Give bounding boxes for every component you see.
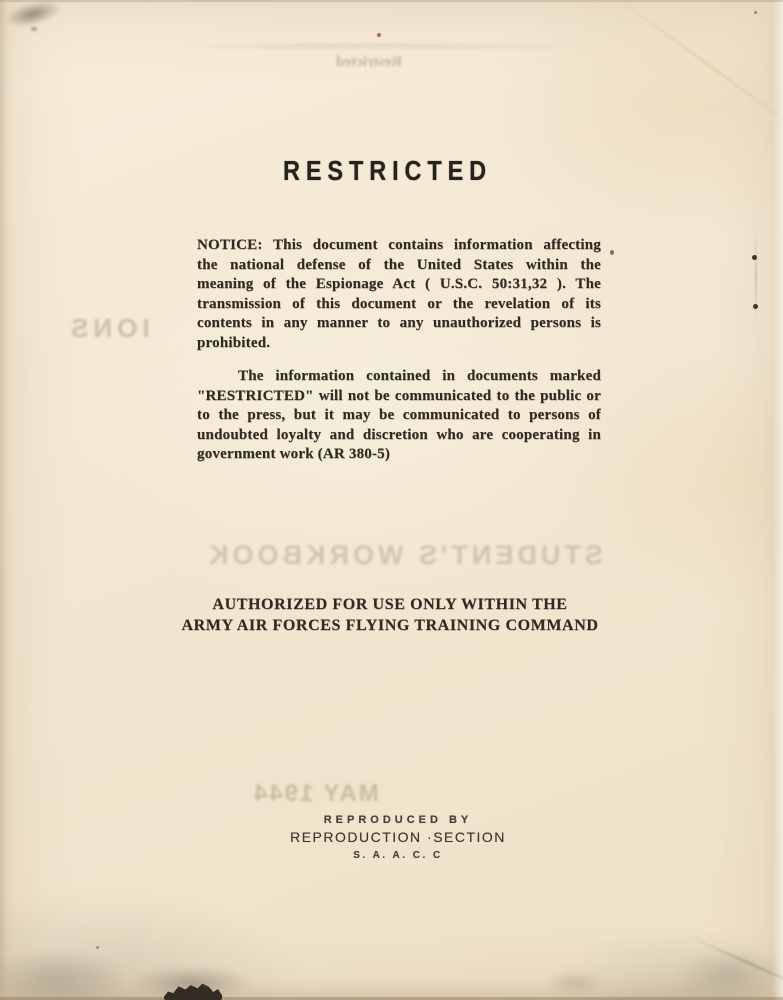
ink-speck — [610, 250, 614, 255]
notice-line: transmission of this document or the revelation of its — [197, 295, 601, 312]
ink-speck — [377, 33, 381, 37]
smudge-bottom-right — [675, 948, 783, 1000]
reproduction-section-line: REPRODUCTION ·SECTION — [290, 829, 506, 845]
notice-line: undoubted loyalty and discretion who are cooperating in — [197, 426, 601, 443]
notice-line: prohibited. — [197, 334, 271, 351]
authorization-note — [180, 594, 600, 636]
bleed-through-restricted: Restricted — [336, 54, 402, 70]
ink-speck — [31, 27, 37, 31]
notice-line: the national defense of the United States within the — [197, 256, 601, 273]
notice-line: The information contained in documents marked — [238, 368, 601, 384]
notice-line: meaning of the Espionage Act ( U.S.C. 50:31,32 ). The — [197, 276, 601, 293]
authorization-line: AUTHORIZED FOR USE ONLY WITHIN THE — [212, 596, 568, 613]
crease-top-right — [599, 0, 783, 146]
ink-speck — [96, 946, 99, 949]
reproduced-by-line: REPRODUCED BY — [323, 814, 473, 826]
crease-top-band — [180, 44, 610, 48]
restricted-stamp: RESTRICTED — [282, 155, 493, 186]
bleed-through-title-fragment: IONS — [66, 313, 150, 343]
paper-edge-top — [0, 0, 783, 2]
bleed-through-date: MAY 1944 — [252, 780, 379, 807]
notice-line: "RESTRICTED" will not be communicated to the public or — [197, 387, 601, 404]
notice-line: contents in any manner to any unauthorized persons is — [197, 315, 601, 332]
notice-line: government work (AR 380-5) — [197, 446, 391, 463]
ink-speck — [752, 255, 757, 260]
smudge-bottom-center — [545, 970, 605, 995]
smudge-bottom-left — [0, 950, 130, 1000]
authorization-line: ARMY AIR FORCES FLYING TRAINING COMMAND — [181, 617, 599, 634]
security-notice-paragraph-1 — [197, 236, 601, 354]
security-notice-paragraph-2 — [197, 367, 601, 465]
ink-speck — [753, 304, 758, 309]
saacc-line: S. A. A. C. C — [353, 850, 443, 861]
bleed-through-workbook: STUDENT'S WORKBOOK — [205, 540, 603, 570]
notice-line: NOTICE: This document contains information affecting — [197, 237, 601, 253]
notice-line: to the press, but it may be communicated to persons of — [197, 407, 601, 424]
ink-speck — [754, 11, 757, 14]
reproduction-credit — [280, 814, 516, 861]
paper-edge-shadow-left — [0, 0, 7, 1000]
paper-edge-highlight-right — [772, 0, 783, 1000]
